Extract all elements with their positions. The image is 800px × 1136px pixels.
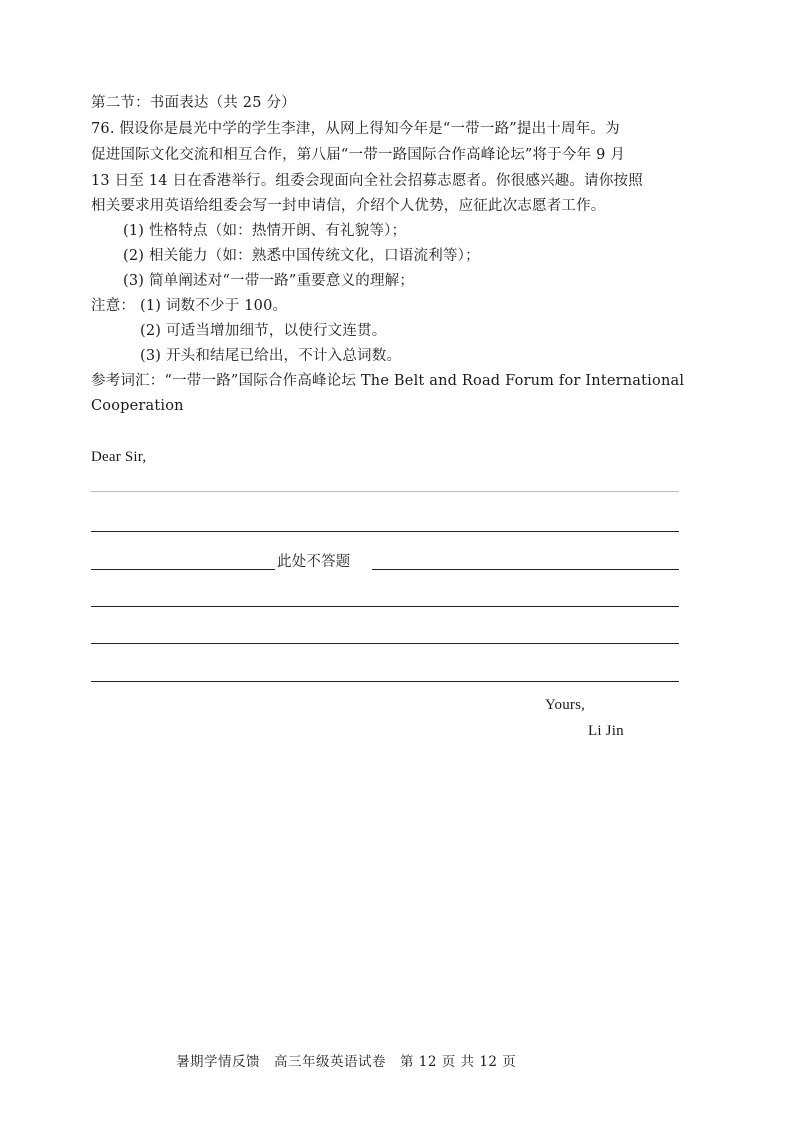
vocabulary-line-1: 参考词汇：“一带一路”国际合作高峰论坛 The Belt and Road Forum for International (91, 373, 685, 389)
requirement-1: (1) 性格特点（如：热情开朗、有礼貌等）； (123, 223, 407, 239)
section-title: 第二节：书面表达（共 25 分） (91, 95, 296, 111)
no-answer-mark: 此处不答题 (277, 554, 351, 570)
answer-line-2[interactable] (91, 531, 679, 532)
requirement-2: (2) 相关能力（如：熟悉中国传统文化，口语流利等）； (123, 248, 480, 264)
note-2: (2) 可适当增加细节，以使行文连贯。 (140, 323, 387, 339)
answer-line-6[interactable] (91, 681, 679, 682)
question-line-2: 促进国际文化交流和相互合作，第八届“一带一路国际合作高峰论坛”将于今年 9 月 (91, 147, 626, 163)
notes-label: 注意： (91, 298, 136, 314)
note-3: (3) 开头和结尾已给出，不计入总词数。 (140, 348, 402, 364)
letter-greeting: Dear Sir, (91, 449, 147, 465)
answer-line-3-left[interactable] (91, 569, 275, 570)
question-line-1: 76. 假设你是晨光中学的学生李津，从网上得知今年是“一带一路”提出十周年。为 (91, 121, 620, 137)
note-1: (1) 词数不少于 100。 (140, 298, 288, 314)
letter-signature: Li Jin (588, 723, 624, 739)
question-line-4: 相关要求用英语给组委会写一封申请信，介绍个人优势，应征此次志愿者工作。 (91, 198, 606, 214)
answer-line-1[interactable] (91, 491, 679, 492)
question-line-3: 13 日至 14 日在香港举行。组委会现面向全社会招募志愿者。你很感兴趣。请你按照 (91, 173, 643, 189)
requirement-3: (3) 简单阐述对“一带一路”重要意义的理解； (123, 273, 415, 289)
answer-line-5[interactable] (91, 643, 679, 644)
answer-line-4[interactable] (91, 606, 679, 607)
answer-line-3-right[interactable] (372, 569, 679, 570)
page-footer: 暑期学情反馈 高三年级英语试卷 第 12 页 共 12 页 (176, 1054, 517, 1070)
letter-closing: Yours, (545, 697, 586, 713)
vocabulary-line-2: Cooperation (91, 398, 184, 414)
